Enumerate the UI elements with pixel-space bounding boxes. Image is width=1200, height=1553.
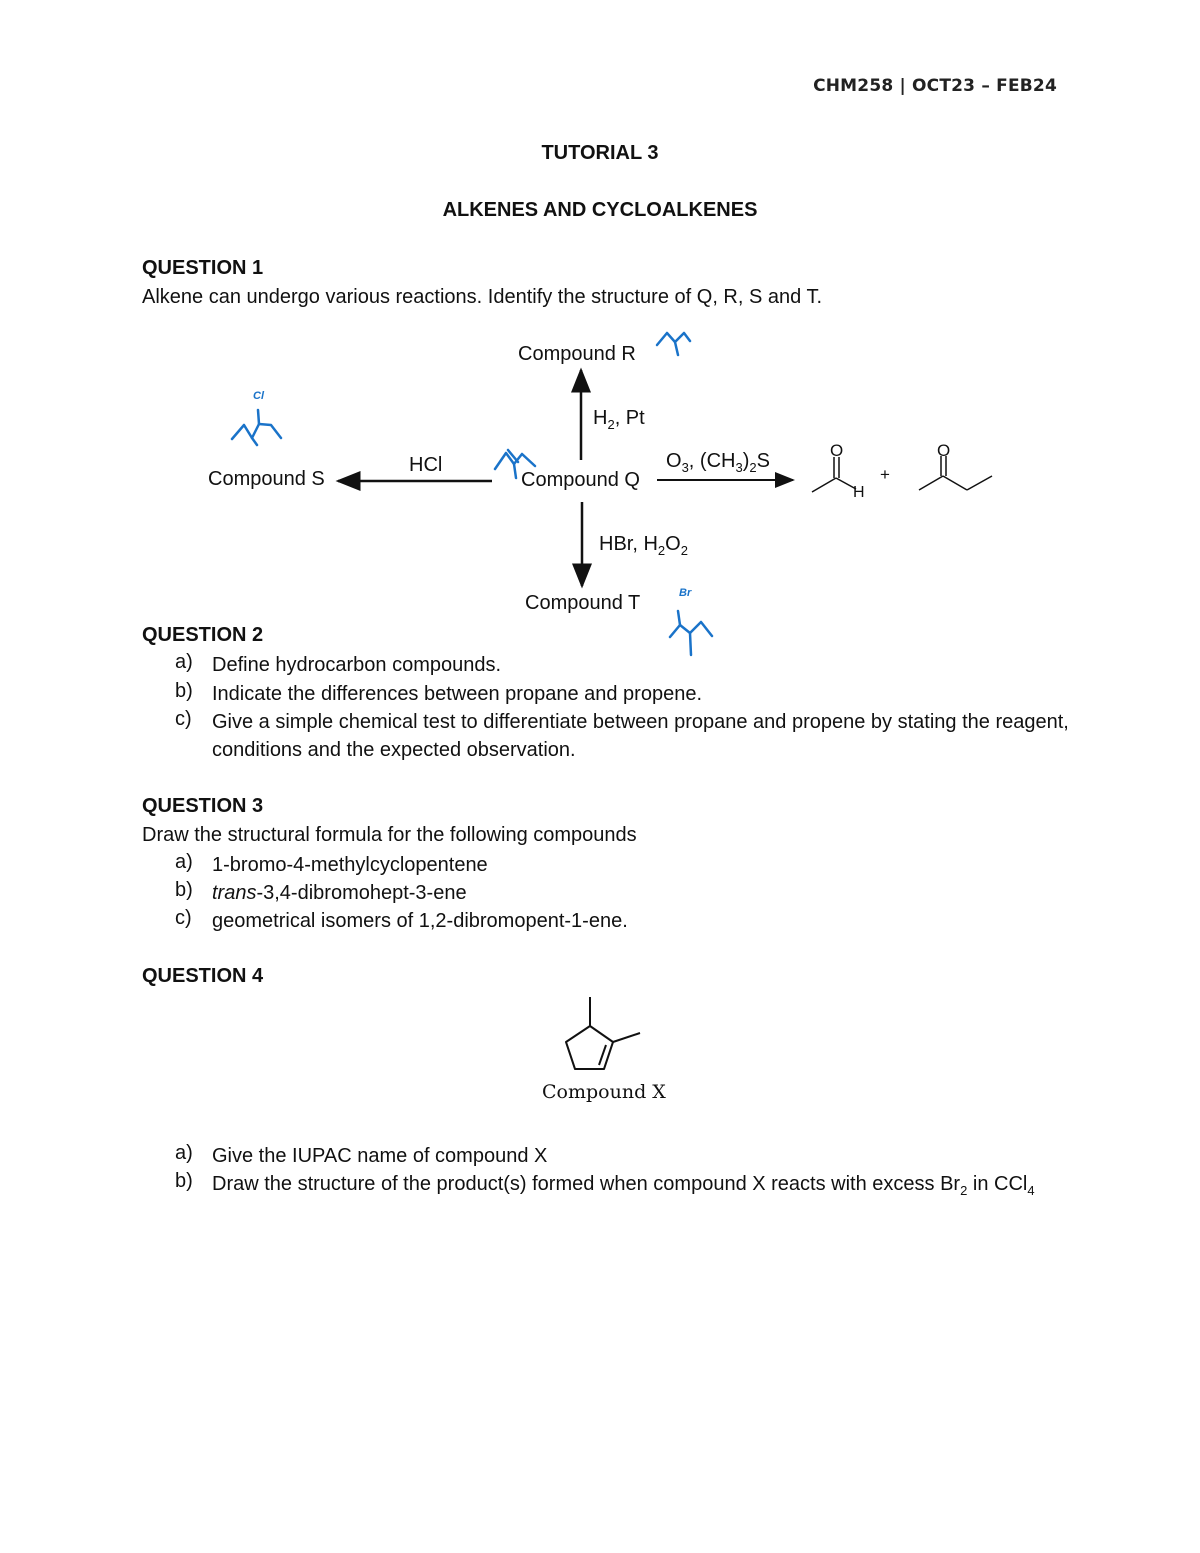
acetaldehyde-hydrogen: H [853,484,865,501]
page-subtitle: ALKENES AND CYCLOALKENES [442,199,758,221]
handwritten-structure-r [657,333,690,355]
reagent-hcl: HCl [409,454,443,476]
page-title: TUTORIAL 3 [541,142,659,164]
reagent-h2-pt: $H_2$, Pt [593,407,645,432]
course-header: CHM258 | OCT23 – FEB24 [813,76,1057,96]
compound-t-label: Compound T [525,592,641,614]
reagent-hbr-h2o2: HBr, $H_2O_2$ [599,533,688,558]
compound-q-label: Compound Q [521,469,640,491]
compound-r-label: Compound R [518,343,636,365]
compound-x-structure [566,997,640,1069]
handwritten-br: Br [679,587,692,599]
handwritten-structure-t [670,611,712,655]
compound-s-label: Compound S [208,468,325,490]
reagent-ozonolysis: $O_3$, $(CH_3)_2S$ [666,450,770,475]
butanone-structure [919,456,992,490]
question-2-heading: QUESTION 2 [142,624,264,646]
acetaldehyde-structure [812,457,856,492]
question-3-text: Draw the structural formula for the following compounds [142,824,637,846]
butanone-oxygen: O [937,441,951,460]
handwritten-structure-s [232,410,281,445]
question-3-heading: QUESTION 3 [142,795,264,817]
question-4-heading: QUESTION 4 [142,965,264,987]
question-1-text: Alkene can undergo various reactions. Identify the structure of Q, R, S and T. [142,286,822,308]
handwritten-cl: Cl [253,390,264,402]
question-1-heading: QUESTION 1 [142,257,264,279]
acetaldehyde-oxygen: O [830,441,844,460]
compound-x-label: Compound X [542,1081,666,1103]
plus-sign: + [880,465,890,484]
